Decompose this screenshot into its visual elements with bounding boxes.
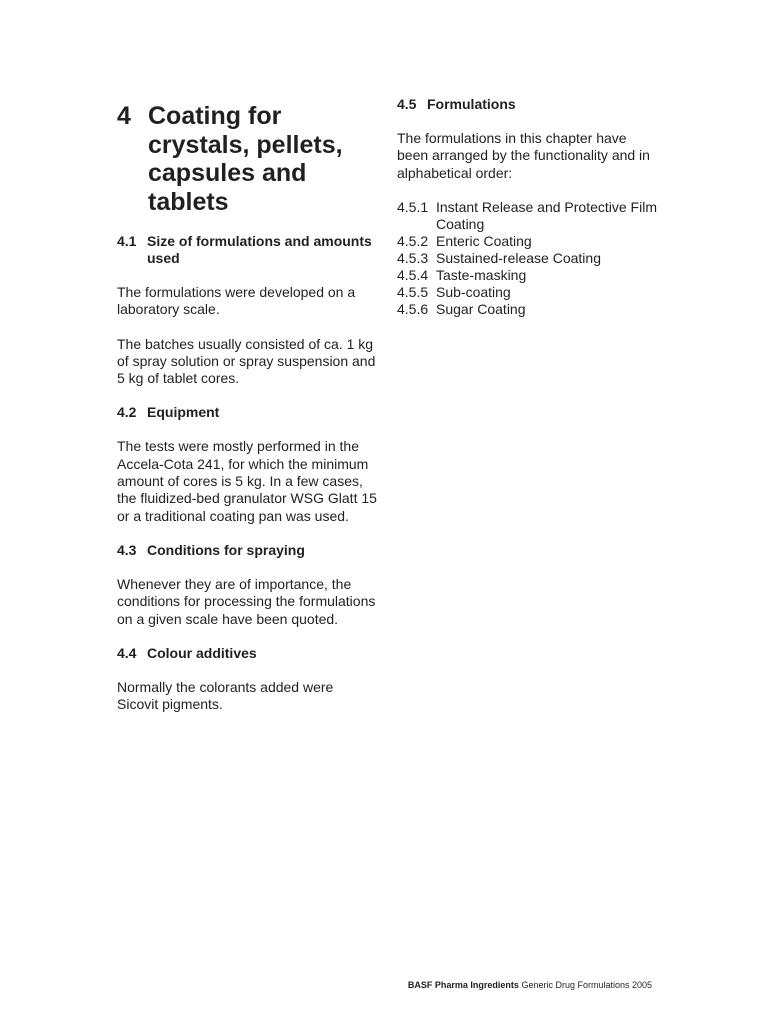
paragraph: Normally the colorants added were Sicovit pigments. bbox=[117, 678, 334, 713]
list-item bbox=[397, 250, 657, 267]
formulation-list bbox=[397, 199, 657, 318]
list-item-label: Enteric Coating bbox=[436, 232, 532, 249]
list-item bbox=[397, 284, 657, 301]
paragraph: The formulations in this chapter have been arranged by the functionality and in alphabetical order: bbox=[397, 130, 650, 181]
list-item-number: 4.5.1 bbox=[397, 198, 429, 215]
list-item-label: Sugar Coating bbox=[436, 300, 526, 317]
section-title: Size of formulations and amounts used bbox=[147, 233, 372, 266]
section-number: 4.4 bbox=[117, 644, 137, 661]
section-number: 4.1 bbox=[117, 233, 137, 249]
section-title: Conditions for spraying bbox=[147, 541, 305, 558]
section-number: 4.3 bbox=[117, 541, 137, 558]
left-column bbox=[117, 102, 377, 713]
section-title: Formulations bbox=[427, 96, 516, 112]
section-heading-4-4 bbox=[117, 645, 377, 662]
paragraph: The tests were mostly performed in the Accela-Cota 241, for which the minimum amount of cores is 5 kg. In a few cases, the fluidized-bed granulator WSG Glatt 15 or a traditional coating pan was used. bbox=[117, 438, 377, 524]
section-heading-4-3 bbox=[117, 542, 377, 559]
section-title: Equipment bbox=[147, 404, 220, 421]
section-heading-4-1 bbox=[117, 233, 377, 267]
list-item-label: Taste-masking bbox=[436, 266, 527, 283]
list-item-number: 4.5.4 bbox=[397, 266, 429, 283]
list-item-label: Sustained-release Coating bbox=[436, 249, 601, 266]
section-number: 4.5 bbox=[397, 96, 417, 112]
list-item bbox=[397, 267, 657, 284]
list-item bbox=[397, 233, 657, 250]
paragraph: The batches usually consisted of ca. 1 kg of spray solution or spray suspension and 5 kg of tablet cores. bbox=[117, 335, 376, 387]
right-column bbox=[397, 96, 657, 318]
page-footer bbox=[408, 980, 652, 991]
list-item bbox=[397, 199, 657, 233]
chapter-title: Coating for crystals, pellets, capsules and tablets bbox=[148, 102, 343, 216]
section-title: Colour additives bbox=[147, 644, 257, 661]
list-item-number: 4.5.3 bbox=[397, 249, 429, 266]
list-item-number: 4.5.2 bbox=[397, 232, 429, 249]
paragraph: The formulations were developed on a laboratory scale. bbox=[117, 284, 356, 318]
footer-publication: Generic Drug Formulations 2005 bbox=[521, 980, 652, 990]
section-heading-4-5 bbox=[397, 96, 657, 113]
footer-brand: BASF Pharma Ingredients bbox=[407, 980, 519, 990]
paragraph: Whenever they are of importance, the conditions for processing the formulations on a given scale have been quoted. bbox=[117, 575, 376, 627]
section-number: 4.2 bbox=[117, 404, 137, 421]
list-item bbox=[397, 301, 657, 318]
section-heading-4-2 bbox=[117, 404, 377, 421]
list-item-label: Instant Release and Protective Film Coating bbox=[436, 198, 657, 232]
list-item-label: Sub-coating bbox=[436, 283, 511, 300]
list-item-number: 4.5.5 bbox=[397, 283, 429, 300]
list-item-number: 4.5.6 bbox=[397, 300, 429, 317]
chapter-heading bbox=[117, 102, 377, 216]
chapter-number: 4 bbox=[117, 102, 131, 130]
